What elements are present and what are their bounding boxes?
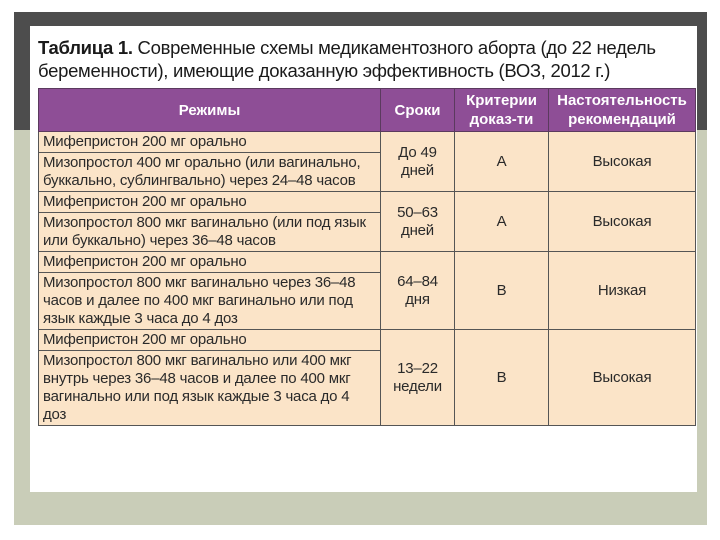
table-row — [39, 192, 696, 213]
table-row — [39, 330, 696, 351]
term-cell: 50–63 дней — [381, 192, 455, 252]
strength-cell: Низкая — [549, 252, 696, 330]
regimens-table — [38, 88, 696, 426]
term-cell: 64–84 дня — [381, 252, 455, 330]
table-figure — [30, 26, 697, 492]
term-cell: До 49 дней — [381, 132, 455, 192]
header-term: Сроки — [381, 89, 455, 132]
table-caption — [38, 36, 693, 82]
regimen-cell: Мизопростол 800 мкг вагинально через 36–48 часов и далее по 400 мкг вагинально или под язык каждые 3 часа до 4 доз — [39, 273, 381, 330]
evidence-cell: B — [455, 252, 549, 330]
header-strength: Настоятельность рекомендаций — [549, 89, 696, 132]
header-regimens: Режимы — [39, 89, 381, 132]
evidence-cell: A — [455, 132, 549, 192]
evidence-cell: A — [455, 192, 549, 252]
header-evidence: Критерии доказ-ти — [455, 89, 549, 132]
table-row — [39, 252, 696, 273]
caption-text: Современные схемы медикаментозного аборта (до 22 недель беременности), имеющие доказанную эффективность (ВОЗ, 2012 г.) — [38, 37, 656, 81]
regimen-cell: Мифепристон 200 мг орально — [39, 330, 381, 351]
regimen-cell: Мизопростол 800 мкг вагинально или 400 мкг внутрь через 36–48 часов и далее по 400 мкг вагинально или под язык каждые 3 часа до 4 доз — [39, 351, 381, 426]
strength-cell: Высокая — [549, 330, 696, 426]
regimen-cell: Мифепристон 200 мг орально — [39, 192, 381, 213]
strength-cell: Высокая — [549, 192, 696, 252]
table-row — [39, 132, 696, 153]
regimen-cell: Мизопростол 800 мкг вагинально (или под язык или буккально) через 36–48 часов — [39, 213, 381, 252]
table-header-row — [39, 89, 696, 132]
term-cell: 13–22 недели — [381, 330, 455, 426]
evidence-cell: B — [455, 330, 549, 426]
strength-cell: Высокая — [549, 132, 696, 192]
regimen-cell: Мизопростол 400 мг орально (или вагинально, буккально, сублингвально) через 24–48 часов — [39, 153, 381, 192]
caption-label: Таблица 1. — [38, 37, 133, 58]
regimen-cell: Мифепристон 200 мг орально — [39, 252, 381, 273]
regimen-cell: Мифепристон 200 мг орально — [39, 132, 381, 153]
